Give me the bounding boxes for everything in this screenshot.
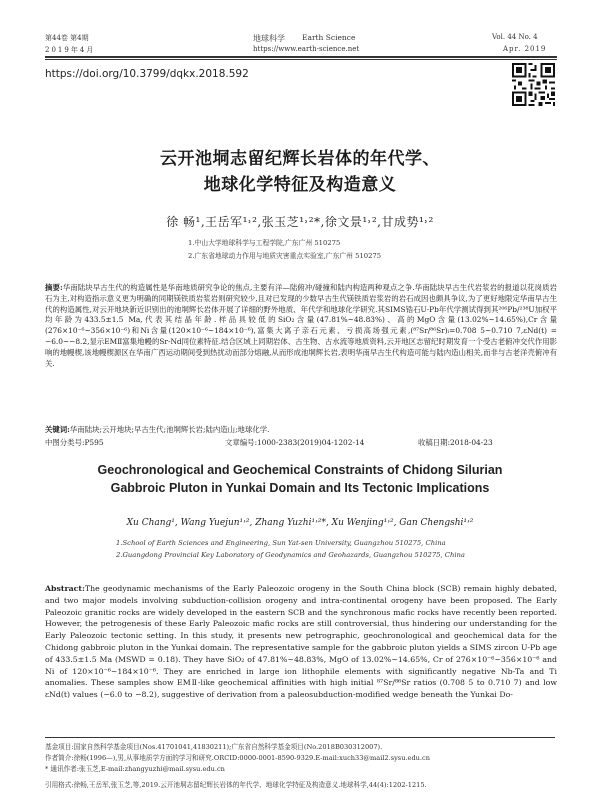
affiliation-en-1: 1.School of Earth Sciences and Engineering, Sun Yat-sen University, Guangzhou 510275, China	[116, 539, 446, 547]
abstract-cn	[45, 283, 557, 369]
abstract-en-label: Abstract:	[45, 584, 85, 593]
footnote-funding: 基金项目:国家自然科学基金项目(Nos.41701041,41830211);广东省自然科学基金项目(No.2018B030312007).	[45, 743, 383, 751]
keywords-cn-text: 华南陆块;云开地块;早古生代;池垌辉长岩;陆内造山;地球化学.	[69, 425, 270, 434]
qr-code-icon	[512, 63, 555, 106]
affiliation-cn-2: 2.广东省地球动力作用与地质灾害重点实验室,广东广州 510275	[188, 252, 382, 260]
clc-number: 中图分类号:P595	[45, 438, 104, 447]
keywords-cn-label: 关键词:	[45, 425, 70, 434]
received-date: 收稿日期:2018-04-23	[418, 438, 493, 447]
journal-name-en: Earth Science	[302, 33, 356, 42]
abstract-cn-label: 摘要:	[45, 283, 63, 292]
journal-website[interactable]: https://www.earth-science.net	[253, 45, 360, 53]
affiliation-cn-1: 1.中山大学地球科学与工程学院,广东广州 510275	[188, 239, 341, 247]
abstract-en	[45, 583, 557, 701]
journal-volume: Vol. 44 No. 4	[492, 33, 538, 41]
doi-link[interactable]: https://doi.org/10.3799/dqkx.2018.592	[45, 68, 249, 80]
title-cn-line-2: 地球化学特征及构造意义	[203, 175, 397, 195]
authors-en: Xu Chang¹, Wang Yuejun¹˒², Zhang Yuzhi¹˒²*, Xu Wenjing¹˒², Gan Chengshi¹˒²	[126, 518, 474, 528]
journal-issue: 第44卷 第4期	[45, 34, 89, 42]
article-number: 文章编号:1000-2383(2019)04-1202-14	[225, 438, 365, 447]
title-en-line-2: Gabbroic Pluton in Yunkai Domain and Its Tectonic Implications	[110, 481, 490, 495]
title-en-line-1: Geochronological and Geochemical Constraints of Chidong Silurian	[97, 463, 503, 477]
journal-month: Apr. 2019	[503, 45, 547, 53]
citation-format: 引用格式:徐畅,王岳军,张玉芝,等,2019.云开池垌志留纪辉长岩体的年代学、地球化学特征及构造意义.地球科学,44(4):1202-1215.	[45, 781, 427, 789]
abstract-en-text: The geodynamic mechanisms of the Early Paleozoic orogeny in the South China block (SCB) remain highly debated, and two major models involving subduction-collision orogeny and intra-continental orogeny have been proposed. The Early Paleozoic granitic rocks are widely developed in the eastern SCB and the synchronous mafic rocks have recently been reported. However, the petrogenesis of these Early Paleozoic mafic rocks are still controversial, thus hindering our understanding for the Early Paleozoic tectonic setting. In this study, it presents new petrographic, geochronological and geochemical data for the Chidong gabbroic pluton in the Yunkai domain. The representative sample for the gabbroic pluton yields a SIMS zircon U-Pb age of 433.5±1.5 Ma (MSWD = 0.18). They have SiO₂ of 47.81%~48.83%, MgO of 13.02%~14.65%, Cr of 276×10⁻⁶~356×10⁻⁶ and Ni of 120×10⁻⁶~184×10⁻⁶. They are enriched in large ion lithophile elements with significantly negative Nb-Ta and Ti anomalies. These samples show EMⅡ-like geochemical affinities with high initial ⁸⁷Sr/⁸⁶Sr ratios (0.708 5 to 0.710 7) and low εNd(t) values (−6.0 to −8.2), suggestive of derivation from a paleosubduction-modified wedge beneath the Yunkai Do-	[45, 584, 557, 700]
authors-cn: 徐 畅¹,王岳军¹˒²,张玉芝¹˒²*,徐文景¹˒²,甘成势¹˒²	[166, 215, 434, 229]
journal-name: 地球科学	[253, 34, 285, 43]
header-rule	[45, 56, 557, 58]
keywords-cn	[45, 424, 269, 435]
abstract-cn-text: 华南陆块早古生代的构造属性是华南地质研究争论的焦点,主要有洋—陆俯冲/碰撞和陆内构造两种观点之争.华南陆块早古生代岩浆岩的报道以花岗质岩石为主,对构造指示意义更为明确的同期镁铁质岩浆岩则研究较少,且对已发现的少数早古生代镁铁质岩浆岩的岩石成因也颇具争议,为了更好地限定华南早古生代的构造属性,对云开地块新近识别出的池垌辉长岩体开展了详细的野外地质、年代学和地球化学研究.其SIMS锆石U-Pb年代学测试得到其²⁰⁶Pb/²³⁸U加权平均年龄为433.5±1.5 Ma,代表其结晶年龄.样品具较低的SiO₂含量(47.81%~48.83%)、高的MgO含量(13.02%~14.65%),Cr含量(276×10⁻⁶~356×10⁻⁶)和Ni含量(120×10⁻⁶~184×10⁻⁶),富集大离子亲石元素、亏损高场强元素,(⁸⁷Sr/⁸⁶Sr)ᵢ=0.708 5~0.710 7,εNd(t) = −6.0~−8.2,显示EMⅡ富集地幔的Sr-Nd同位素特征.结合区域上同期岩体、古生物、古水流等地质资料,云开地区志留纪时期发育一个受古老俯冲交代作用影响的地幔楔,该地幔楔源区在华南广西运动期间受到热扰动而部分熔融,从而形成池垌辉长岩,表明华南早古生代构造可能与陆内造山相关,而非与古老洋壳俯冲有关.	[45, 283, 557, 368]
footnote-author-bio: 作者简介:徐畅(1996—),男,从事地质学方面的学习和研究.ORCID:0000-0001-8590-9329.E-mail:xuch33@mail2.sysu.edu.cn	[45, 754, 430, 762]
journal-date: 2019年4月	[45, 46, 96, 54]
affiliation-en-2: 2.Guangdong Provincial Key Laboratory of Geodynamics and Geohazards, Guangzhou 510275, China	[116, 551, 465, 559]
footnote-corresponding: * 通讯作者:张玉芝,E-mail:zhangyuzhi@mail.sysu.edu.cn	[45, 765, 225, 773]
title-cn-line-1: 云开池垌志留纪辉长岩体的年代学、	[160, 149, 440, 169]
footnote-rule	[45, 737, 555, 738]
header-rule-thin	[45, 59, 557, 60]
